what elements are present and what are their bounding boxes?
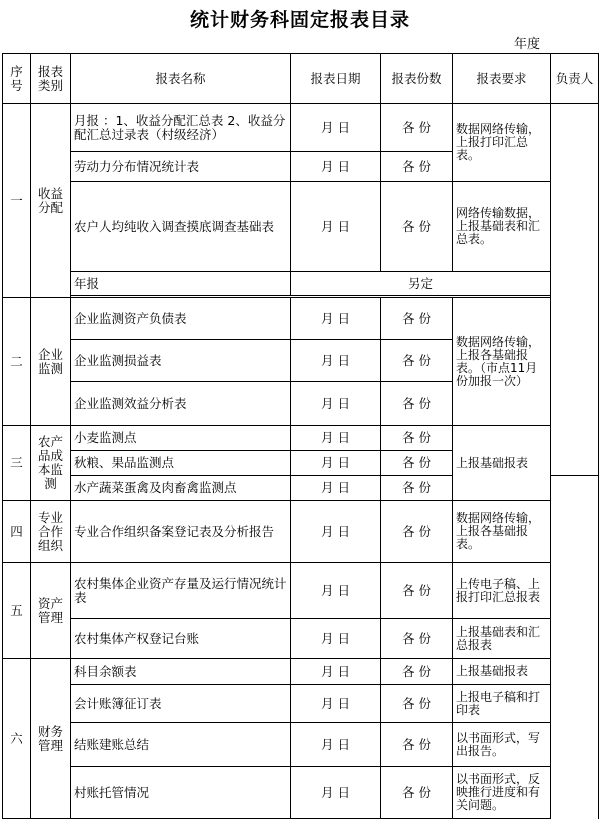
report-requirement: 上传电子稿、上报打印汇总报表 [453, 563, 551, 619]
header-name: 报表名称 [71, 54, 291, 104]
report-copies: 各 份 [381, 563, 453, 619]
responsible-cell [551, 104, 599, 476]
report-requirement: 上报基础报表 [453, 426, 551, 501]
report-name: 科目余额表 [71, 659, 291, 685]
report-date: 月 日 [291, 451, 381, 476]
section-seq: 一 [3, 104, 31, 298]
report-date: 月 日 [291, 685, 381, 723]
report-name: 小麦监测点 [71, 426, 291, 451]
table-row [3, 426, 599, 451]
report-date: 月 日 [291, 340, 381, 382]
report-date: 月 日 [291, 298, 381, 340]
section-seq: 二 [3, 298, 31, 426]
table-row [3, 272, 599, 296]
page-title: 统计财务科固定报表目录 [189, 9, 410, 31]
report-copies: 各 份 [381, 426, 453, 451]
report-date: 月 日 [291, 659, 381, 685]
report-requirement: 数据网络传输，上报各基础报表。 [453, 501, 551, 563]
report-copies: 各 份 [381, 659, 453, 685]
report-copies: 各 份 [381, 619, 453, 659]
report-date: 月 日 [291, 619, 381, 659]
header-copies: 报表份数 [381, 54, 453, 104]
table-row [3, 723, 599, 767]
report-name: 结账建账总结 [71, 723, 291, 767]
report-requirement: 上报基础报表 [453, 659, 551, 685]
report-name: 农村集体产权登记台账 [71, 619, 291, 659]
report-name: 企业监测效益分析表 [71, 382, 291, 426]
report-name: 秋粮、果品监测点 [71, 451, 291, 476]
section-category: 财务管理 [31, 659, 71, 819]
report-copies: 各 份 [381, 501, 453, 563]
report-copies: 各 份 [381, 152, 453, 182]
report-copies: 各 份 [381, 182, 453, 272]
report-requirement: 网络传输数据，上报基础表和汇总表。 [453, 182, 551, 272]
report-name: 农村集体企业资产存量及运行情况统计表 [71, 563, 291, 619]
report-copies: 各 份 [381, 767, 453, 819]
table-row [3, 501, 599, 563]
table-row [3, 619, 599, 659]
report-copies: 各 份 [381, 298, 453, 340]
header-seq: 序号 [3, 54, 31, 104]
report-requirement: 以书面形式，写出报告。 [453, 723, 551, 767]
report-copies: 各 份 [381, 340, 453, 382]
report-catalog-table [2, 53, 599, 819]
report-date: 月 日 [291, 563, 381, 619]
report-name: 企业监测资产负债表 [71, 298, 291, 340]
report-date: 月 日 [291, 152, 381, 182]
year-label: 年度 [514, 37, 541, 52]
header-row [3, 54, 599, 104]
table-row [3, 563, 599, 619]
section-category: 农产品成本监测 [31, 426, 71, 501]
table-row [3, 298, 599, 340]
section-seq: 六 [3, 659, 31, 819]
table-row [3, 685, 599, 723]
header-requirement: 报表要求 [453, 54, 551, 104]
report-name: 年报 [71, 272, 291, 296]
section-category: 企业监测 [31, 298, 71, 426]
report-name: 水产蔬菜蛋禽及肉畜禽监测点 [71, 476, 291, 501]
report-requirement: 以书面形式，反映推行进度和有关问题。 [453, 767, 551, 819]
report-requirement: 数据网络传输，上报各基础报表。（市点11月份加报一次） [453, 298, 551, 426]
report-requirement: 上报电子稿和打印表 [453, 685, 551, 723]
section-seq: 三 [3, 426, 31, 501]
report-date: 月 日 [291, 723, 381, 767]
report-copies: 各 份 [381, 723, 453, 767]
table-row [3, 659, 599, 685]
report-name: 专业合作组织备案登记表及分析报告 [71, 501, 291, 563]
section-seq: 四 [3, 501, 31, 563]
report-date: 月 日 [291, 476, 381, 501]
section-seq: 五 [3, 563, 31, 659]
report-date: 月 日 [291, 182, 381, 272]
report-copies: 各 份 [381, 382, 453, 426]
report-name: 会计账簿征订表 [71, 685, 291, 723]
report-name: 月报 ：1、收益分配汇总表 2、收益分配汇总过录表（村级经济） [71, 104, 291, 152]
annual-note: 另定 [291, 272, 551, 296]
section-category: 专业合作组织 [31, 501, 71, 563]
report-date: 月 日 [291, 104, 381, 152]
report-requirement: 数据网络传输，上报打印汇总表。 [453, 104, 551, 182]
report-copies: 各 份 [381, 685, 453, 723]
table-row [3, 767, 599, 819]
header-category: 报表类别 [31, 54, 71, 104]
section-category: 资产管理 [31, 563, 71, 659]
table-row [3, 182, 599, 272]
section-category: 收益分配 [31, 104, 71, 298]
report-date: 月 日 [291, 382, 381, 426]
table-row [3, 104, 599, 152]
report-date: 月 日 [291, 426, 381, 451]
report-name: 农户人均纯收入调查摸底调查基础表 [71, 182, 291, 272]
report-copies: 各 份 [381, 451, 453, 476]
report-copies: 各 份 [381, 476, 453, 501]
report-date: 月 日 [291, 501, 381, 563]
report-name: 村账托管情况 [71, 767, 291, 819]
report-name: 劳动力分布情况统计表 [71, 152, 291, 182]
report-date: 月 日 [291, 767, 381, 819]
report-copies: 各 份 [381, 104, 453, 152]
report-requirement: 上报基础表和汇总报表 [453, 619, 551, 659]
report-name: 企业监测损益表 [71, 340, 291, 382]
header-date: 报表日期 [291, 54, 381, 104]
header-responsible: 负责人 [551, 54, 599, 104]
